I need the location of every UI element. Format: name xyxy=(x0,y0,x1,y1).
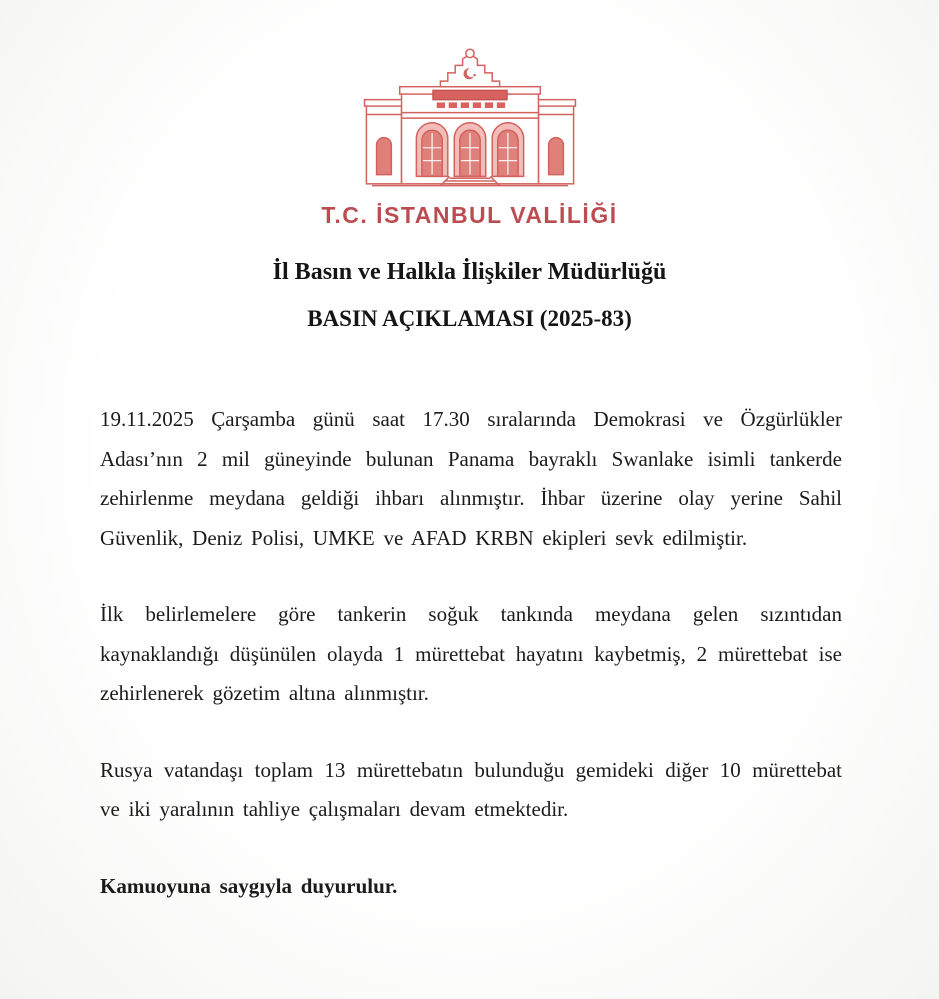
government-building-icon xyxy=(352,46,588,194)
paragraph-evacuation: Rusya vatandaşı toplam 13 mürettebatın bulunduğu gemideki diğer 10 mürettebat ve iki yaralının tahliye çalışmaları devam etmektedir. xyxy=(100,757,842,821)
department-heading: İl Basın ve Halkla İlişkiler Müdürlüğü xyxy=(272,259,667,285)
org-name: T.C. İSTANBUL VALİLİĞİ xyxy=(321,202,618,228)
press-release-number-heading: BASIN AÇIKLAMASI (2025-83) xyxy=(307,306,632,331)
governorship-logo xyxy=(0,46,939,229)
closing-statement: Kamuoyuna saygıyla duyurulur. xyxy=(100,873,398,898)
press-release-body xyxy=(100,400,842,906)
paragraph-incident-report: 19.11.2025 Çarşamba günü saat 17.30 sıralarında Demokrasi ve Özgürlükler Adası’nın 2 mil güneyinde bulunan Panama bayraklı Swanlake isimli tankerde zehirlenme meydana geldiği ihbarı alınmıştır. İhbar üzerine olay yerine Sahil Güvenlik, Deniz Polisi, UMKE ve AFAD KRBN ekipleri sevk edilmiştir. xyxy=(100,407,842,550)
paragraph-casualties: İlk belirlemelere göre tankerin soğuk tankında meydana gelen sızıntıdan kaynaklandığı düşünülen olayda 1 mürettebat hayatını kaybetmiş, 2 mürettebat ise zehirlenerek gözetim altına alınmıştır. xyxy=(100,602,842,705)
